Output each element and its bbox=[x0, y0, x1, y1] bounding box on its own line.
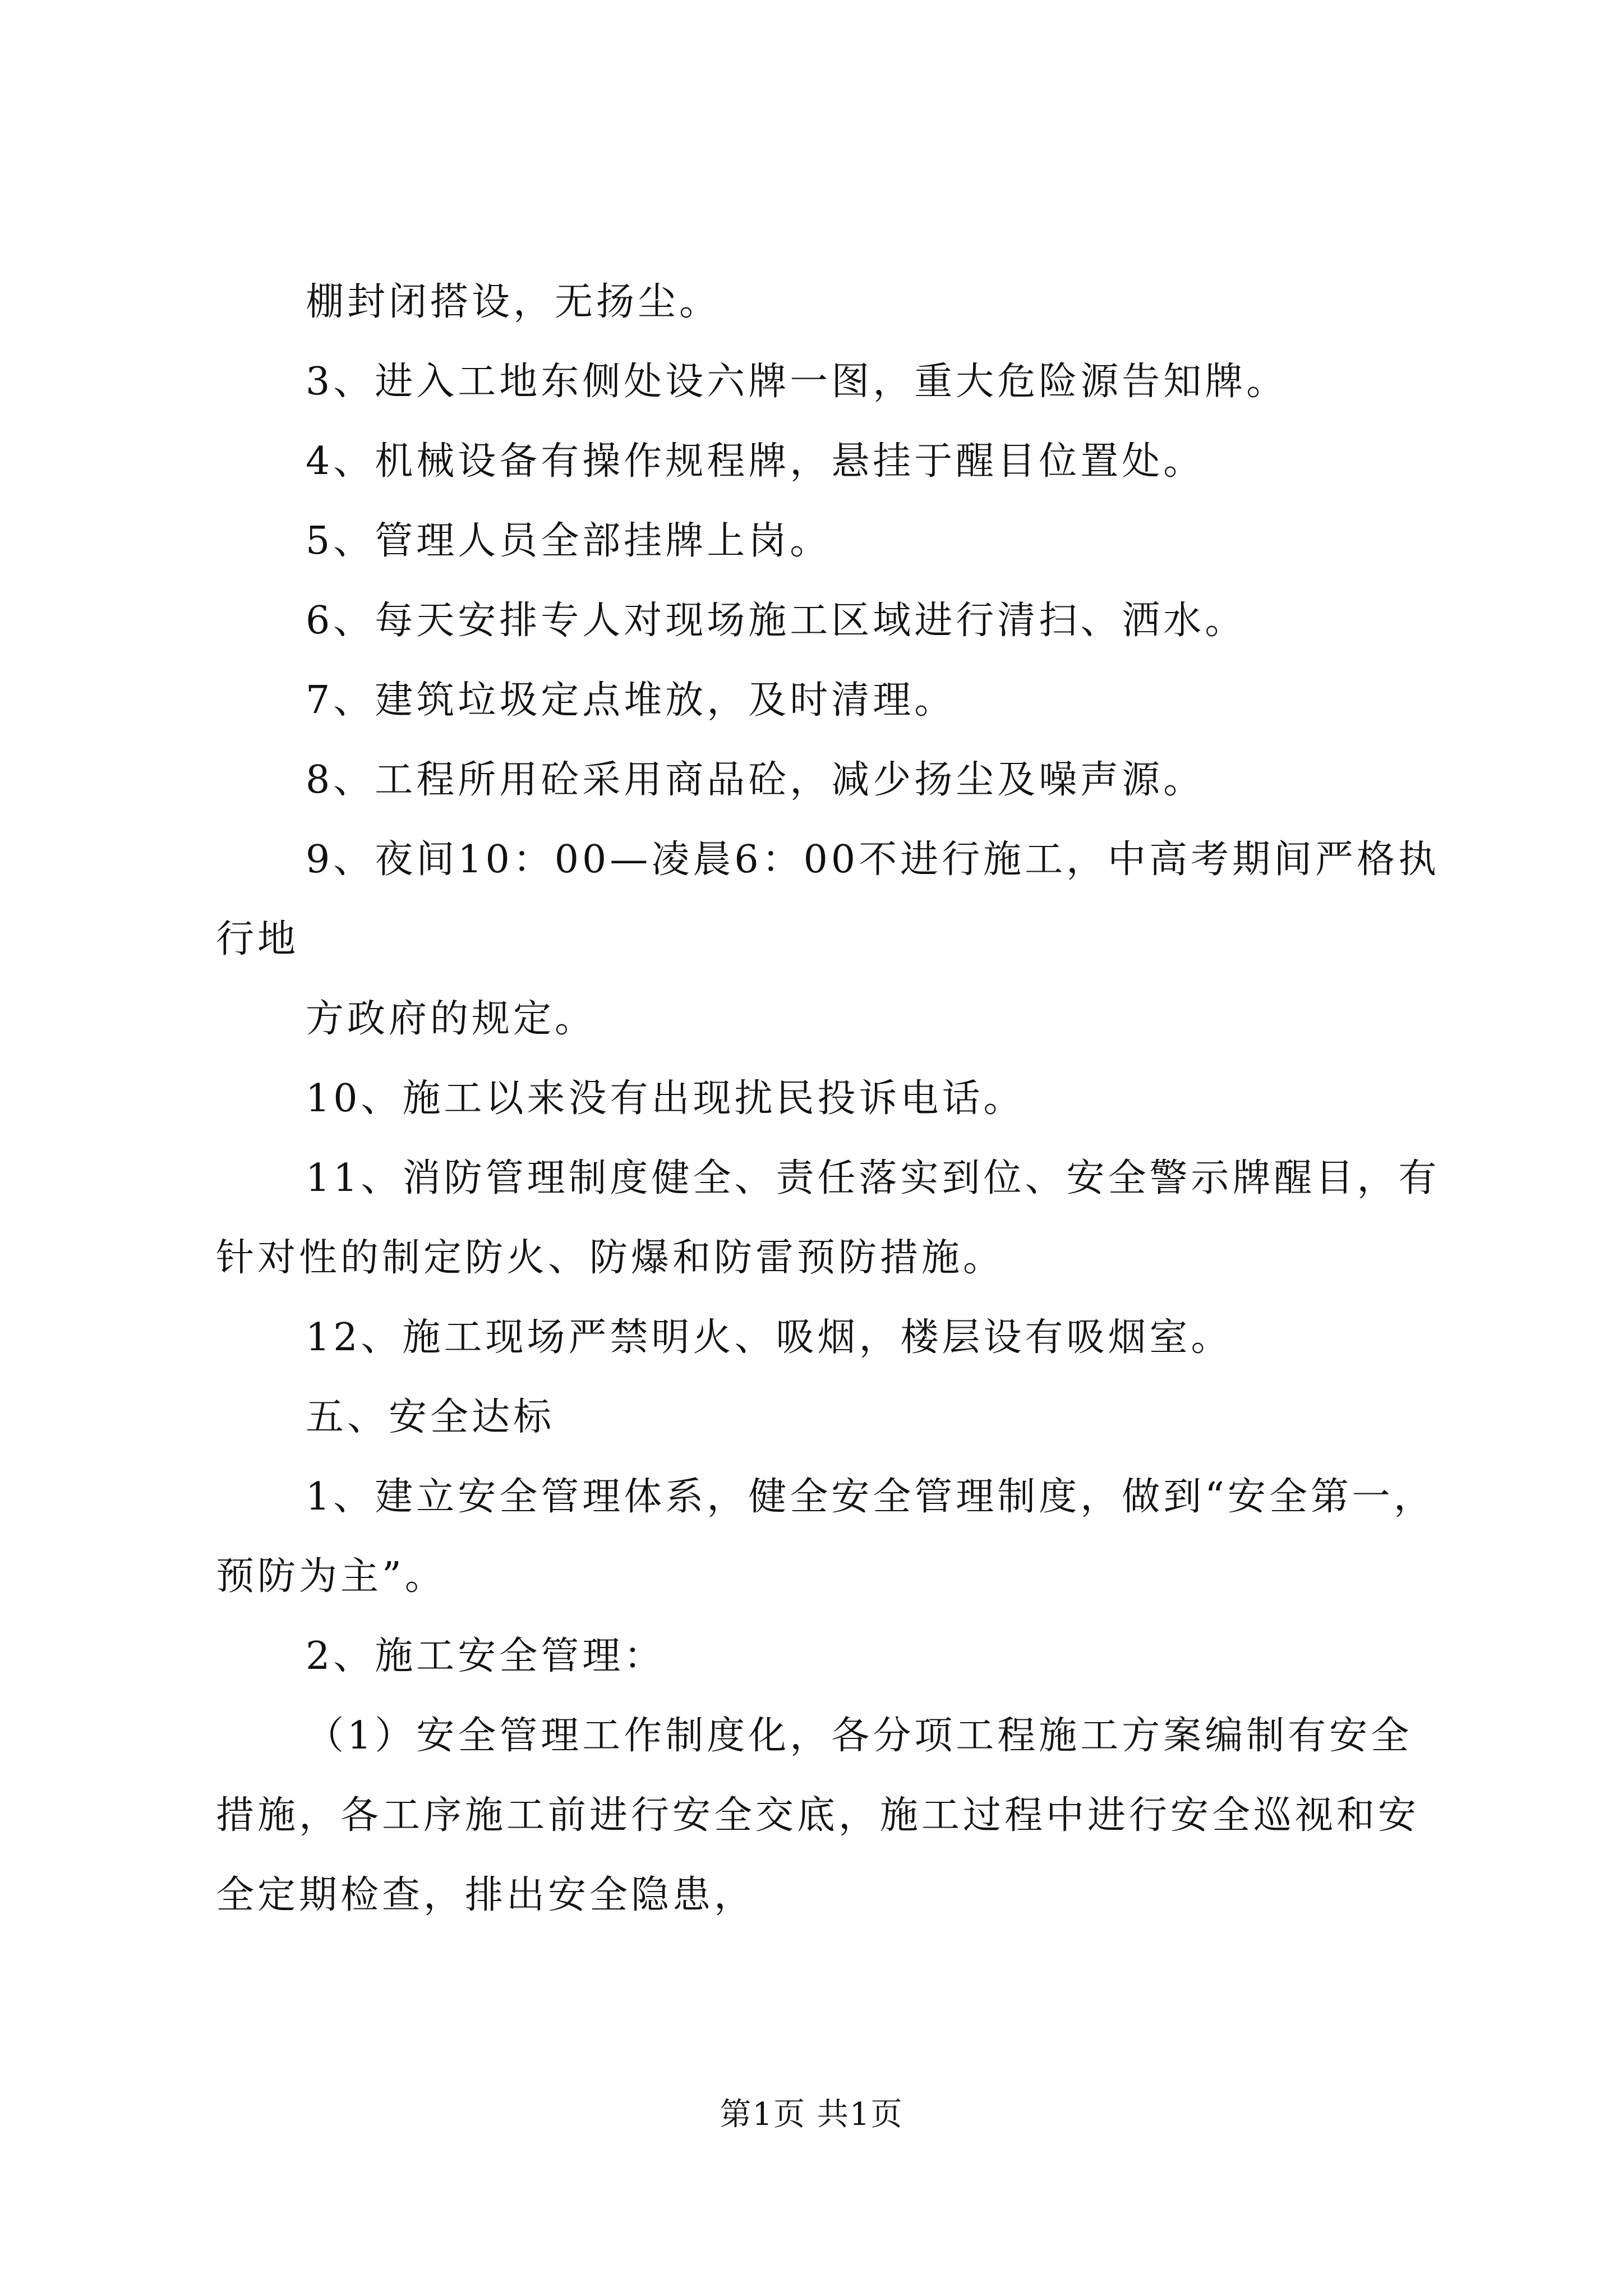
page-footer: 第1页 共1页 bbox=[720, 2096, 903, 2133]
paragraph: 5、管理人员全部挂牌上岗。 bbox=[306, 519, 832, 563]
paragraph: 10、施工以来没有出现扰民投诉电话。 bbox=[306, 1076, 1025, 1121]
paragraph: 8、工程所用砼采用商品砼，减少扬尘及噪声源。 bbox=[306, 758, 1205, 802]
paragraph: （1）安全管理工作制度化，各分项工程施工方案编制有安全措施，各工序施工前进行安全交底，施工过程中进行安全巡视和安全定期检查，排出安全隐患， bbox=[216, 1714, 1420, 1917]
paragraph: 4、机械设备有操作规程牌，悬挂于醒目位置处。 bbox=[306, 439, 1205, 484]
paragraph: 1、建立安全管理体系，健全安全管理制度，做到“安全第一，预防为主”。 bbox=[216, 1475, 1436, 1599]
paragraph: 6、每天安排专人对现场施工区域进行清扫、洒水。 bbox=[306, 599, 1247, 643]
document-body bbox=[216, 263, 1450, 1935]
paragraph: 12、施工现场严禁明火、吸烟，楼层设有吸烟室。 bbox=[306, 1315, 1233, 1360]
paragraph: 3、进入工地东侧处设六牌一图，重大危险源告知牌。 bbox=[306, 360, 1288, 404]
paragraph: 方政府的规定。 bbox=[306, 997, 597, 1041]
paragraph: 2、施工安全管理： bbox=[306, 1634, 666, 1678]
paragraph: 棚封闭搭设，无扬尘。 bbox=[306, 280, 721, 324]
paragraph: 11、消防管理制度健全、责任落实到位、安全警示牌醒目，有针对性的制定防火、防爆和防雷预防措施。 bbox=[216, 1156, 1440, 1280]
section-heading: 五、安全达标 bbox=[306, 1395, 555, 1439]
paragraph: 7、建筑垃圾定点堆放，及时清理。 bbox=[306, 678, 956, 723]
paragraph: 9、夜间10：00—凌晨6：00不进行施工，中高考期间严格执行地 bbox=[216, 838, 1440, 961]
